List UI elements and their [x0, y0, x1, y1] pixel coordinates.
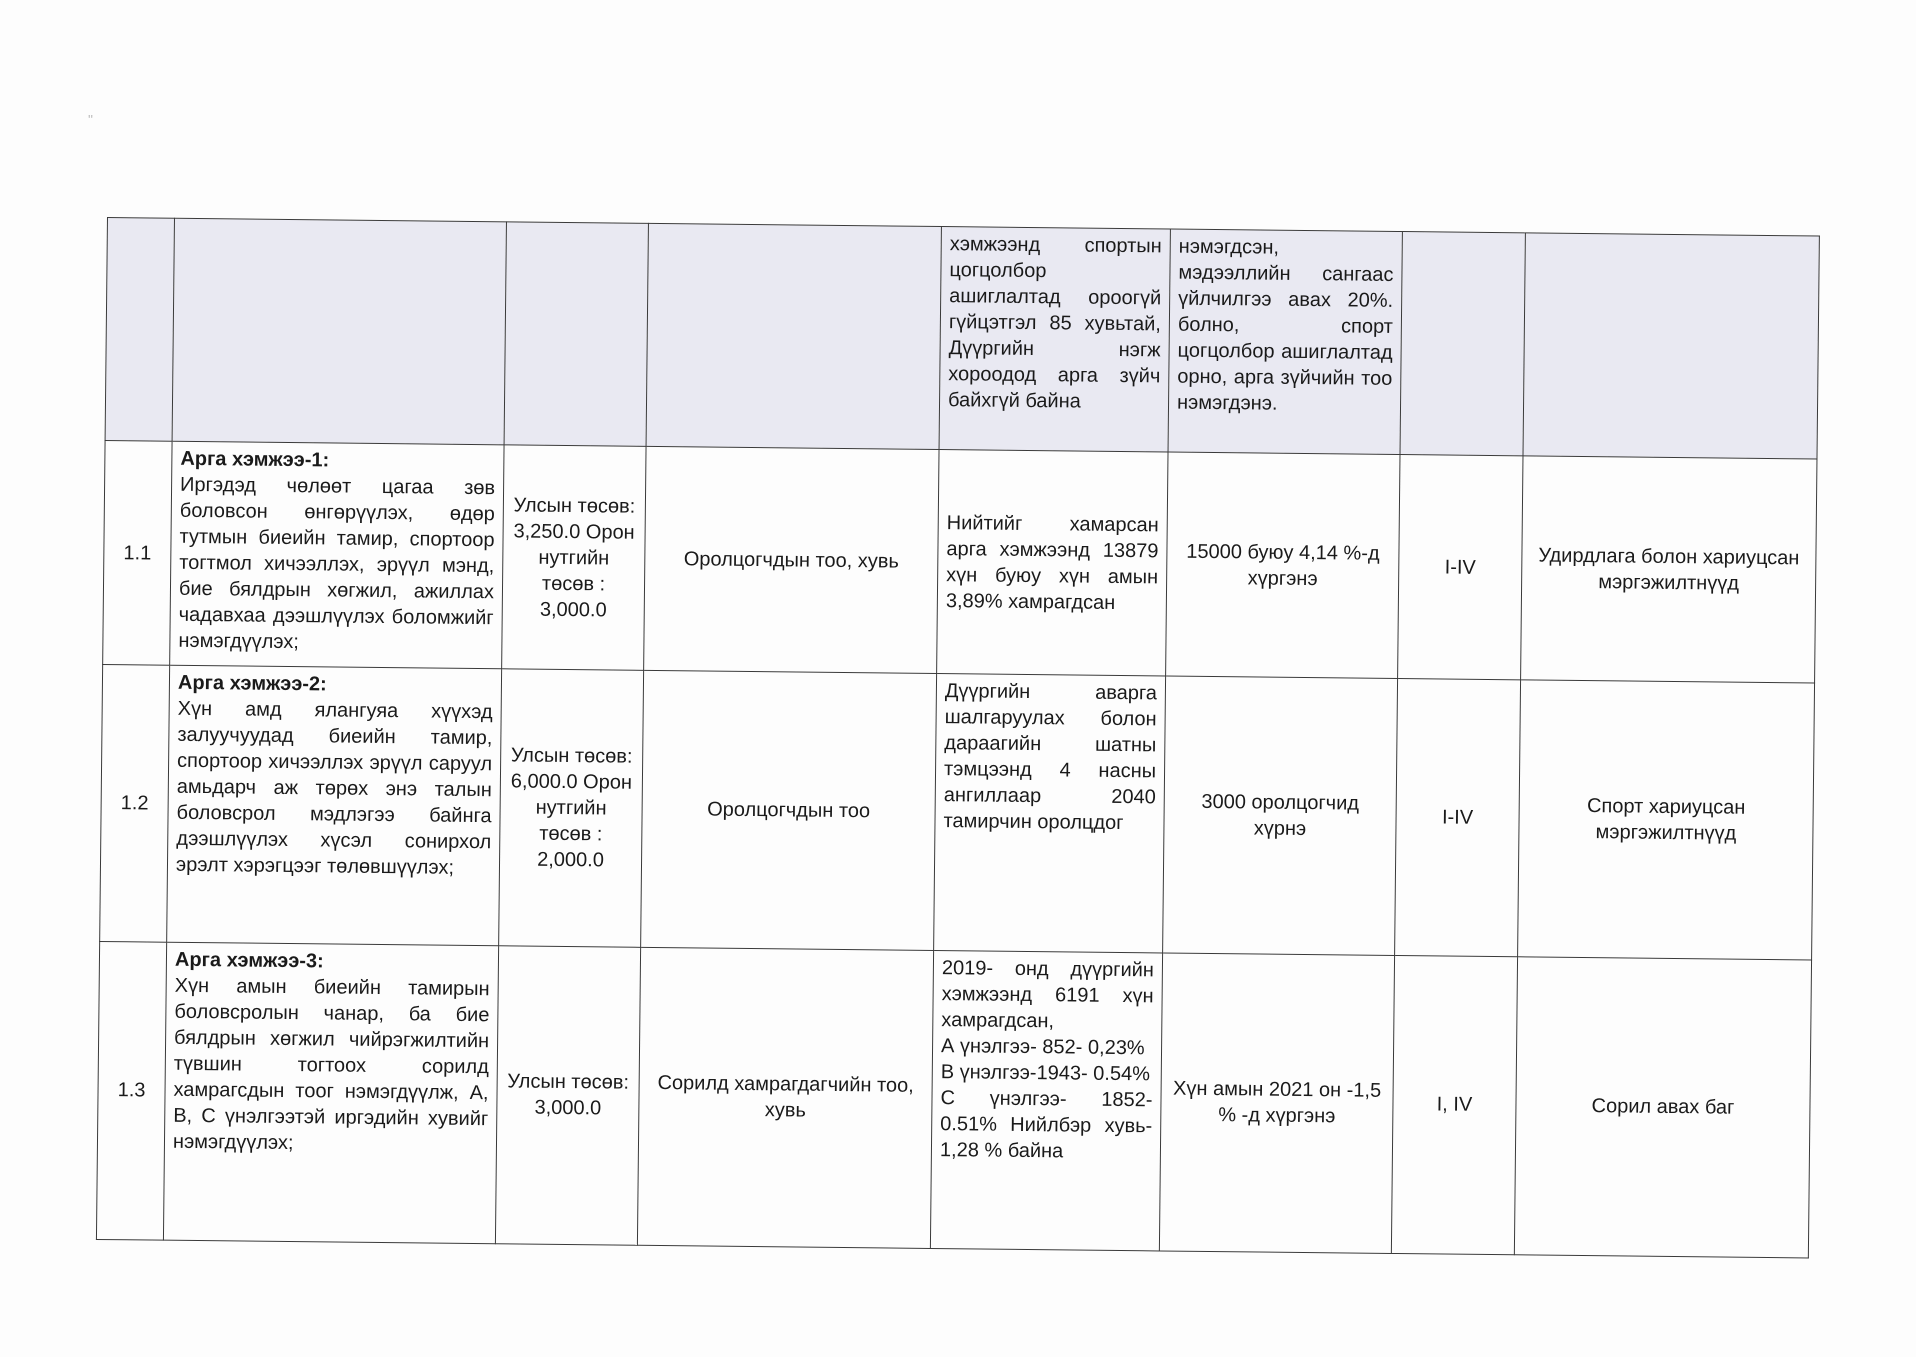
baseline-cell: Дүүргийн аварга шалгаруулах болон дараагийн шатны тэмцээнд 4 насны ангиллаар 2040 тамирчин оролцдог	[934, 673, 1166, 952]
measure-cell	[163, 942, 498, 1244]
period-cell: I-IV	[1395, 678, 1521, 956]
table-row	[96, 941, 1811, 1258]
scan-speck-mark: ''	[88, 112, 93, 127]
target-cell: Хүн амын 2021 он -1,5 % -д хүргэнэ	[1159, 953, 1394, 1254]
measure-title: Арга хэмжээ-3:	[174, 948, 324, 973]
cell-number-empty	[105, 218, 174, 442]
measure-cell	[167, 665, 502, 946]
baseline-continued-text: хэмжээнд спортын цогцолбор ашиглалтад ороогүй гүйцэтгэл 85 хувьтай, Дүүргийн нэгж хороодод арга зүйч байхгүй байна	[947, 233, 1162, 413]
table-row	[103, 441, 1817, 683]
target-continued-text: нэмэгдсэн, мэдээллийн сангаас үйлчилгээ авах 20%. болно, спорт цогцолбор ашиглалтад орно, арга зүйчийн тоо нэмэгдэнэ.	[1176, 235, 1394, 415]
responsible-cell: Спорт хариуцсан мэргэжилтнүүд	[1518, 680, 1815, 960]
row-number: 1.3	[96, 941, 166, 1240]
measure-cell	[170, 442, 504, 669]
measure-title: Арга хэмжээ-1:	[180, 448, 330, 472]
cell-baseline-continued	[939, 227, 1170, 453]
indicator-cell: Сорилд хамрагдагчийн тоо, хувь	[637, 947, 933, 1248]
measure-title: Арга хэмжээ-2:	[177, 671, 327, 696]
measure-text: Хүн амд ялангуяа хүүхэд залуучуудад биеийн тамир, спортоор хичээллэх эрүүл саруул амьдарч аж төрөх энэ талын боловсрол мэдлэгээ байнга дээшлүүлэх хүсэл сонирхол эрэлт хэрэгцээг төлөвшүүлэх;	[175, 697, 493, 879]
measure-text: Иргэдэд чөлөөт цагаа зөв боловсон өнгөрүүлэх, өдөр тутмын биеийн тамир, спортоор тогтмол хичээллэх, эрүүл мэнд, бие бялдрын хөгжил, ажиллах чадавхаа дээшлүүлэх боломжийг нэмэгдүүлэх;	[178, 474, 496, 654]
row-number: 1.2	[100, 664, 170, 942]
budget-cell: Улсын төсөв: 6,000.0 Орон нутгийн төсөв : 2,000.0	[499, 669, 644, 947]
cell-budget-empty	[504, 222, 648, 447]
target-cell: 15000 буюу 4,14 %-д хүргэнэ	[1166, 452, 1400, 678]
measure-text: Хүн амын биеийн тамирын боловсролын чанар, ба бие бялдрын хөгжил чийрэгжилтийн түвшин тогтоох сорилд хамрагсдын тоог нэмэгдүүлж, А, В, С үнэлгээтэй иргэдийн хувийг нэмэгдүүлэх;	[172, 974, 490, 1154]
period-cell: I, IV	[1391, 955, 1517, 1255]
table-row	[100, 664, 1815, 959]
cell-measure-empty	[172, 218, 506, 445]
target-cell: 3000 оролцогчид хүрнэ	[1163, 676, 1398, 955]
responsible-cell: Удирдлага болон хариуцсан мэргэжилтнүүд	[1521, 456, 1817, 683]
baseline-line: С үнэлгээ- 1852- 0.51% Нийлбэр хувь- 1,28 % байна	[939, 1086, 1153, 1163]
cell-target-continued	[1168, 229, 1402, 455]
baseline-line: А үнэлгээ- 852- 0,23%	[940, 1034, 1145, 1060]
sports-action-plan-table	[96, 217, 1820, 1258]
continuation-row	[105, 218, 1819, 460]
baseline-cell	[930, 950, 1162, 1251]
indicator-cell: Оролцогчдын тоо, хувь	[644, 447, 939, 674]
baseline-line: 2019- онд дүүргийн хэмжээнд 6191 хүн хамрагдсан,	[941, 956, 1155, 1033]
cell-responsible-empty	[1523, 233, 1819, 460]
cell-period-empty	[1400, 232, 1525, 457]
row-number: 1.1	[103, 441, 172, 665]
baseline-line: В үнэлгээ-1943- 0.54%	[940, 1060, 1151, 1086]
cell-indicator-empty	[646, 223, 941, 450]
baseline-cell: Нийтийг хамарсан арга хэмжээнд 13879 хүн буюу хүн амын 3,89% хамрагдсан	[937, 450, 1168, 676]
budget-cell: Улсын төсөв: 3,250.0 Орон нутгийн төсөв : 3,000.0	[502, 445, 646, 670]
indicator-cell: Оролцогчдын тоо	[641, 670, 937, 950]
period-cell: I-IV	[1398, 455, 1523, 680]
responsible-cell: Сорил авах баг	[1514, 957, 1811, 1258]
budget-cell: Улсын төсөв: 3,000.0	[495, 946, 640, 1246]
